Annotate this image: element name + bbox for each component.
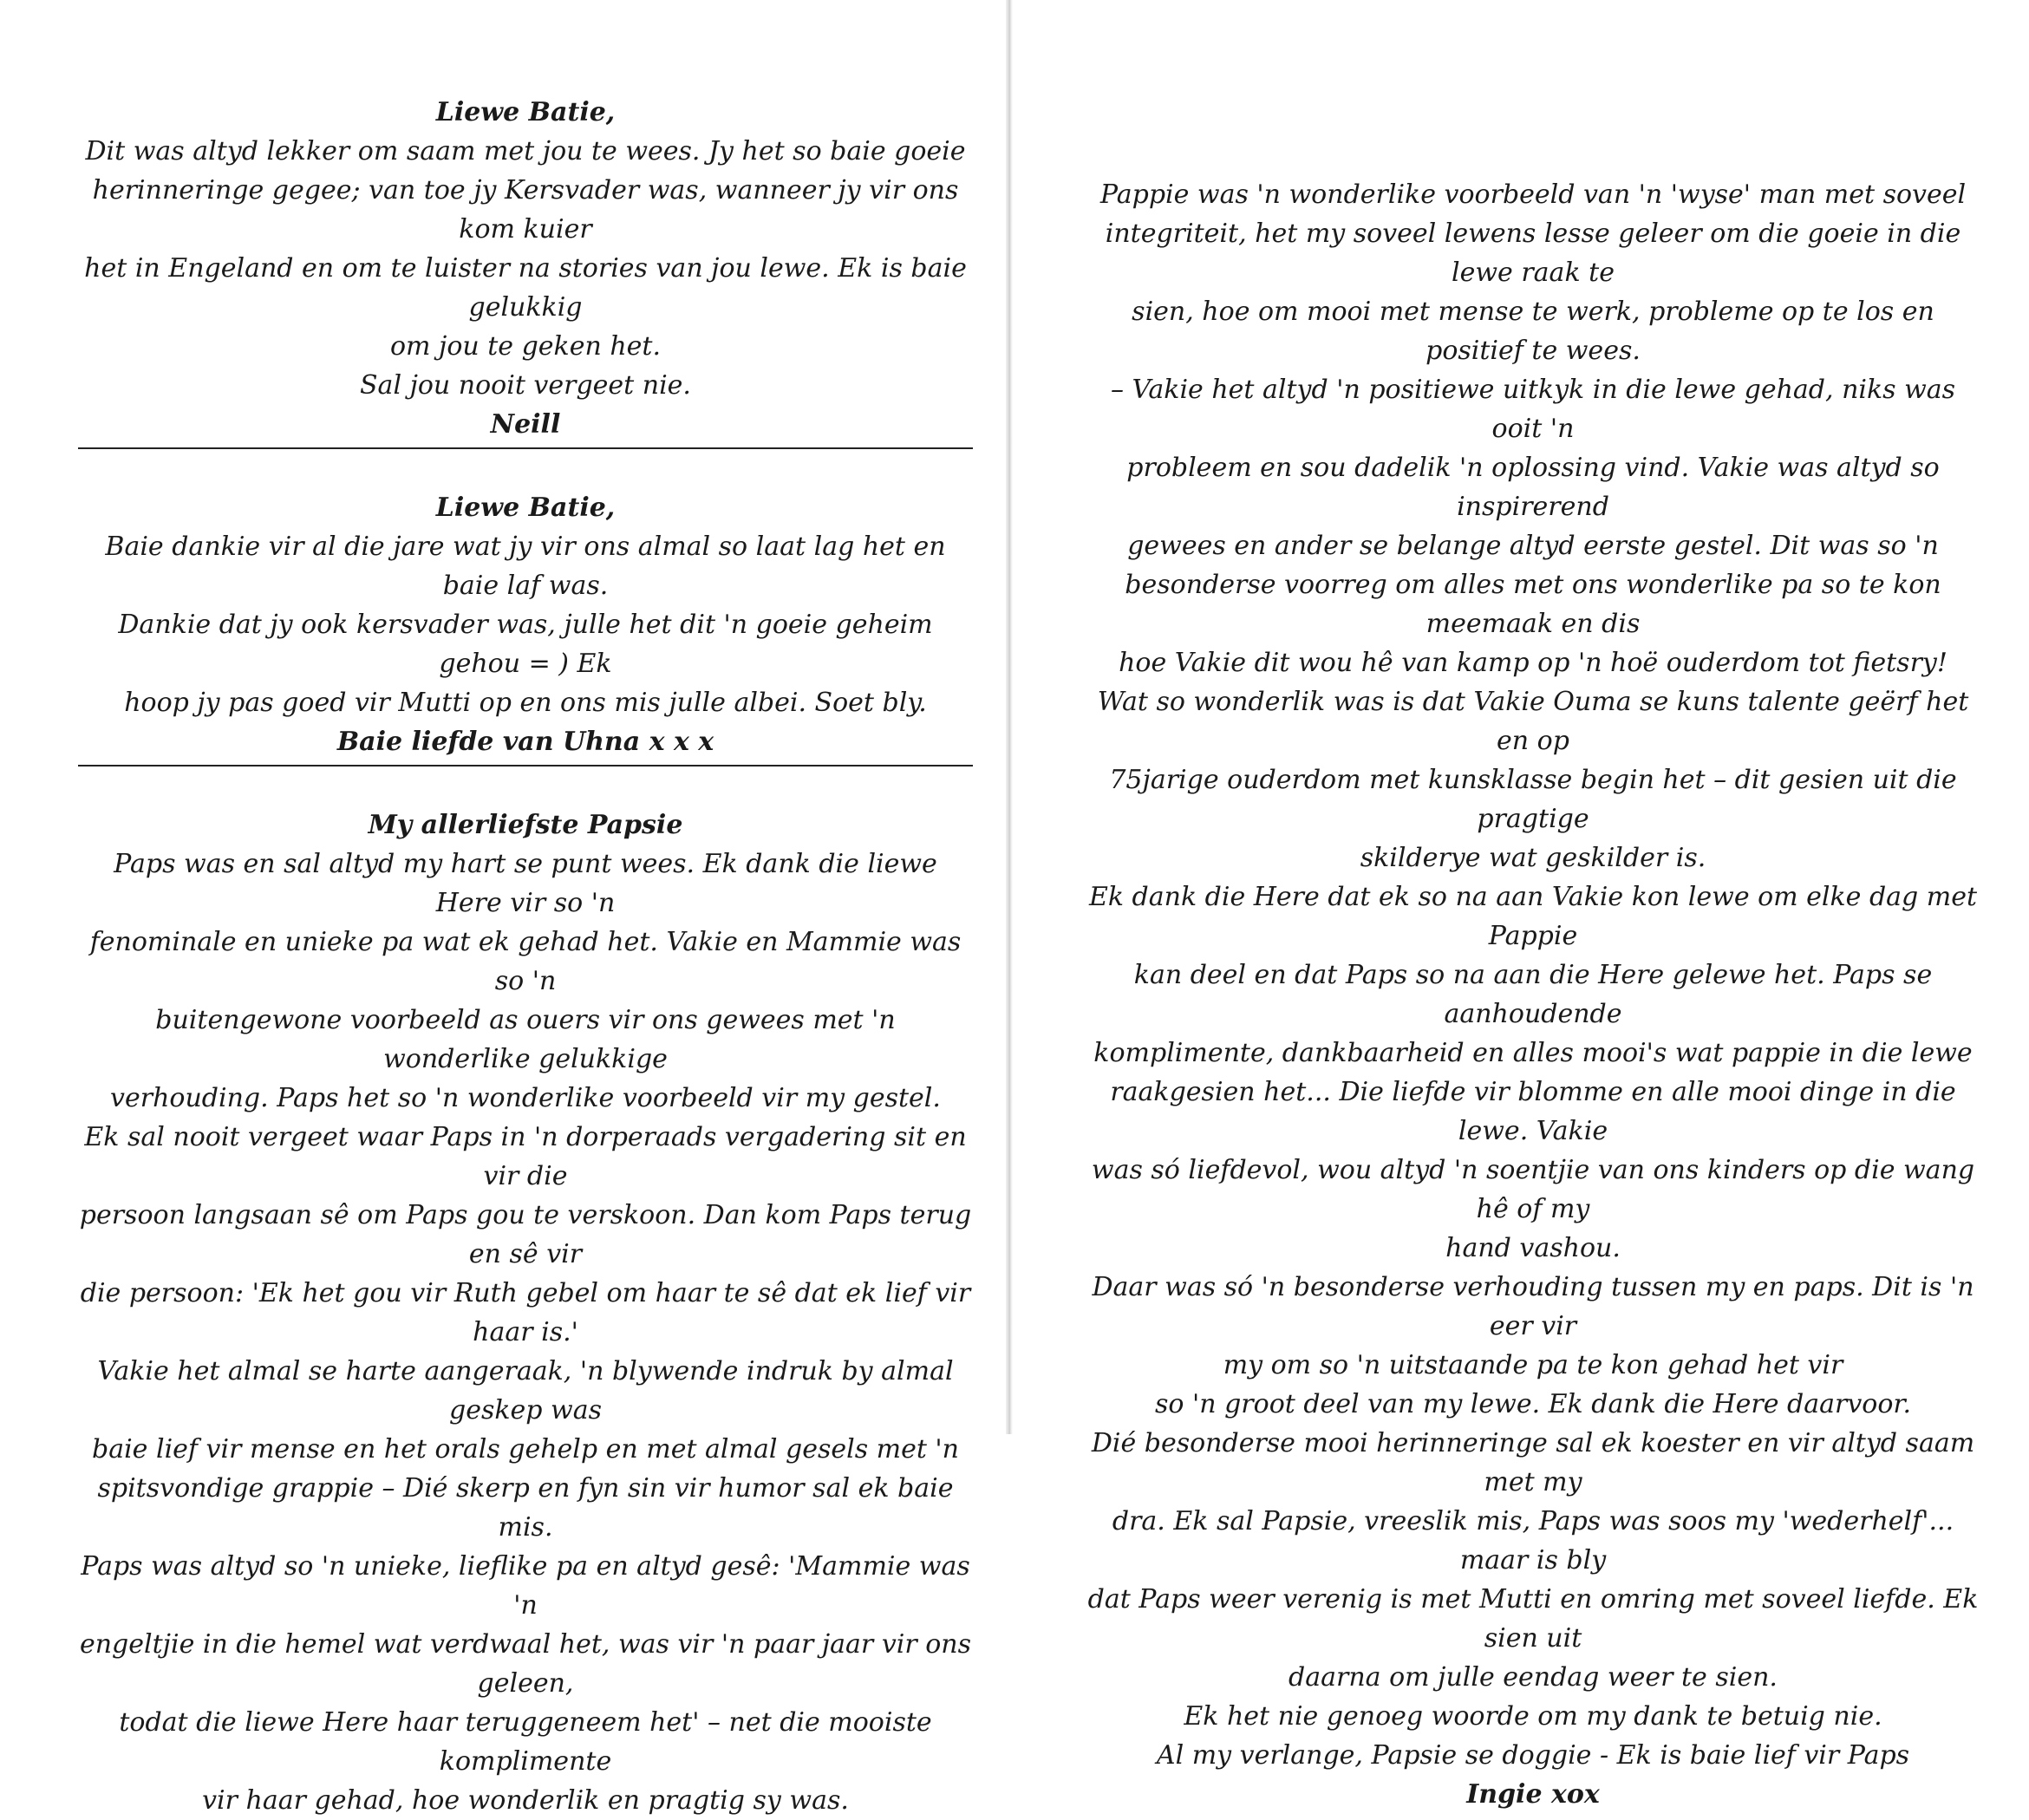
tribute-line: skilderye wat geskilder is. — [1360, 843, 1706, 873]
tribute-line: Ek sal nooit vergeet waar Paps in 'n dorperaads vergadering sit en vir die — [84, 1122, 967, 1191]
tribute-line: fenominale en unieke pa wat ek gehad het. Vakie en Mammie was so 'n — [89, 927, 962, 996]
tribute-line: besonderse voorreg om alles met ons wonderlike pa so te kon meemaak en dis — [1125, 570, 1941, 639]
tribute-line: Dankie dat jy ook kersvader was, julle het dit 'n goeie geheim gehou = ) Ek — [118, 610, 933, 679]
tribute-line: daarna om julle eendag weer te sien. — [1289, 1662, 1778, 1693]
tribute-line: Vakie het almal se harte aangeraak, 'n blywende indruk by almal geskep was — [97, 1356, 954, 1425]
tribute-line: het in Engeland en om te luister na stories van jou lewe. Ek is baie gelukkig — [84, 253, 967, 323]
tribute-line: Daar was só 'n besonderse verhouding tussen my en paps. Dit is 'n eer vir — [1092, 1272, 1974, 1341]
tribute-line: hoop jy pas goed vir Mutti op en ons mis julle albei. Soet bly. — [124, 688, 927, 718]
tribute-line: sien, hoe om mooi met mense te werk, probleme op te los en positief te wees. — [1132, 297, 1934, 366]
tribute-line: hand vashou. — [1445, 1233, 1621, 1263]
right-column — [1082, 175, 1984, 1814]
tribute-signature: Ingie xox — [1466, 1779, 1600, 1810]
tribute-line: Paps was en sal altyd my hart se punt wees. Ek dank die liewe Here vir so 'n — [114, 849, 937, 918]
tribute-line: integriteit, het my soveel lewens lesse geleer om die goeie in die lewe raak te — [1105, 219, 1961, 288]
tribute-line: Ek dank die Here dat ek so na aan Vakie kon lewe om elke dag met Pappie — [1088, 882, 1978, 951]
tribute-line: raakgesien het... Die liefde vir blomme en alle mooi dinge in die lewe. Vakie — [1110, 1077, 1956, 1146]
tribute-uhna — [78, 488, 973, 766]
tribute-heading: Liewe Batie, — [435, 97, 616, 127]
tribute-line: die persoon: 'Ek het gou vir Ruth gebel om haar te sê dat ek lief vir haar is.' — [80, 1278, 971, 1347]
tribute-line: my om so 'n uitstaande pa te kon gehad het vir — [1223, 1350, 1843, 1380]
tribute-signature: Neill — [490, 409, 561, 440]
tribute-signature: Baie liefde van Uhna x x x — [336, 727, 714, 757]
tribute-line: gewees en ander se belange altyd eerste gestel. Dit was so 'n — [1127, 531, 1939, 561]
tribute-line: probleem en sou dadelik 'n oplossing vind. Vakie was altyd so inspirerend — [1126, 453, 1940, 522]
tribute-line: Sal jou nooit vergeet nie. — [360, 370, 691, 401]
tribute-line: vir haar gehad, hoe wonderlik en pragtig sy was. — [202, 1785, 849, 1816]
tribute-line: buitengewone voorbeeld as ouers vir ons gewees met 'n wonderlike gelukkige — [155, 1005, 896, 1074]
tribute-line: Baie dankie vir al die jare wat jy vir ons almal so laat lag het en baie laf was. — [105, 532, 946, 601]
tribute-line: dra. Ek sal Papsie, vreeslik mis, Paps was soos my 'wederhelf'... maar is bly — [1112, 1506, 1954, 1575]
tribute-line: Dié besonderse mooi herinneringe sal ek koester en vir altyd saam met my — [1091, 1428, 1975, 1497]
right-page — [1011, 0, 2029, 1810]
tribute-line: persoon langsaan sê om Paps gou te verskoon. Dan kom Paps terug en sê vir — [79, 1200, 972, 1269]
tribute-line: hoe Vakie dit wou hê van kamp op 'n hoë ouderdom tot fietsry! — [1119, 648, 1947, 678]
tribute-line: Dit was altyd lekker om saam met jou te wees. Jy het so baie goeie — [85, 136, 966, 166]
tribute-line: Pappie was 'n wonderlike voorbeeld van 'n 'wyse' man met soveel — [1099, 179, 1967, 210]
left-page — [0, 0, 1011, 1816]
tribute-line: engeltjie in die hemel wat verdwaal het, was vir 'n paar jaar vir ons geleen, — [79, 1629, 972, 1699]
left-column — [78, 93, 973, 1820]
tribute-line: Wat so wonderlik was is dat Vakie Ouma se kuns talente geërf het en op — [1097, 687, 1969, 756]
tribute-heading: My allerliefste Papsie — [368, 810, 683, 840]
tribute-heading: Liewe Batie, — [435, 493, 616, 523]
tribute-line: was só liefdevol, wou altyd 'n soentjie van ons kinders op die wang hê of my — [1091, 1155, 1975, 1224]
tribute-line: so 'n groot deel van my lewe. Ek dank die Here daarvoor. — [1154, 1389, 1912, 1419]
tribute-line: spitsvondige grappie – Dié skerp en fyn sin vir humor sal ek baie mis. — [97, 1473, 954, 1543]
tribute-line: verhouding. Paps het so 'n wonderlike voorbeeld vir my gestel. — [110, 1083, 941, 1113]
tribute-line: dat Paps weer verenig is met Mutti en omring met soveel liefde. Ek sien uit — [1087, 1584, 1979, 1654]
tribute-line: komplimente, dankbaarheid en alles mooi's wat pappie in die lewe — [1093, 1038, 1973, 1068]
tribute-line: 75jarige ouderdom met kunsklasse begin het – dit gesien uit die pragtige — [1109, 765, 1957, 834]
tribute-ingie-part1 — [78, 806, 973, 1820]
tribute-line: kan deel en dat Paps so na aan die Here gelewe het. Paps se aanhoudende — [1133, 960, 1933, 1029]
tribute-line: Paps was altyd so 'n unieke, lieflike pa en altyd gesê: 'Mammie was 'n — [81, 1551, 970, 1621]
tribute-line: herinneringe gegee; van toe jy Kersvader was, wanneer jy vir ons kom kuier — [92, 175, 959, 245]
tribute-line: om jou te geken het. — [389, 331, 662, 362]
tribute-line: todat die liewe Here haar teruggeneem het' – net die mooiste komplimente — [119, 1707, 932, 1777]
tribute-neill — [78, 93, 973, 449]
tribute-line: baie lief vir mense en het orals gehelp en met almal gesels met 'n — [92, 1434, 959, 1464]
tribute-ingie-part2 — [1082, 175, 1984, 1814]
tribute-line: Ek het nie genoeg woorde om my dank te betuig nie. — [1184, 1701, 1882, 1732]
tribute-line: Al my verlange, Papsie se doggie - Ek is baie lief vir Paps — [1156, 1740, 1910, 1771]
tribute-line: – Vakie het altyd 'n positiewe uitkyk in die lewe gehad, niks was ooit 'n — [1110, 375, 1956, 444]
